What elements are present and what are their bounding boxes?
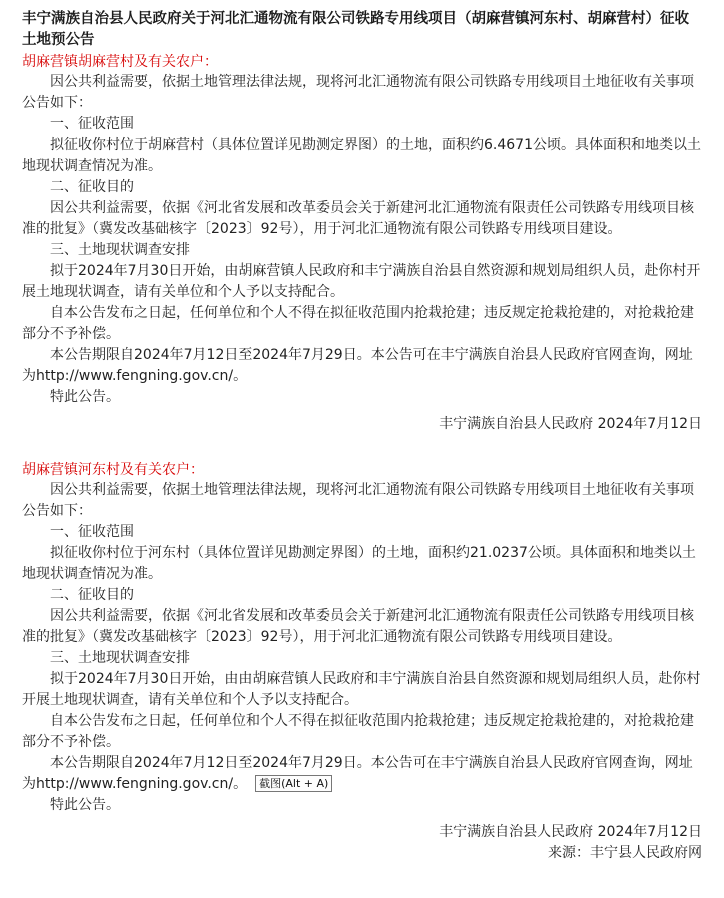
source-line: 来源：丰宁县人民政府网 [548,845,702,861]
screenshot-tooltip: 截图(Alt + A) [255,775,332,792]
signature: 丰宁满族自治县人民政府 2024年7月12日 [439,824,702,840]
notice-section-humaying [22,53,702,435]
section-heading: 胡麻营镇胡麻营村及有关农户： [22,54,218,70]
intro-paragraph: 因公共利益需要，依据土地管理法律法规，现将河北汇通物流有限公司铁路专用线项目土地征收有关事项公告如下： [22,482,694,519]
survey-title: 三、土地现状调查安排 [50,650,190,666]
period-text: 本公告期限自2024年7月12日至2024年7月29日。本公告可在丰宁满族自治县人民政府官网查询，网址为http://www.fengning.gov.cn/。 [22,755,693,792]
closing-text: 特此公告。 [50,389,120,405]
notice-paragraph: 自本公告发布之日起，任何单位和个人不得在拟征收范围内抢栽抢建；违反规定抢栽抢建的，对抢栽抢建部分不予补偿。 [22,305,694,342]
section-heading: 胡麻营镇河东村及有关农户： [22,462,204,478]
purpose-paragraph: 因公共利益需要，依据《河北省发展和改革委员会关于新建河北汇通物流有限责任公司铁路专用线项目核准的批复》（冀发改基础核字〔2023〕92号），用于河北汇通物流有限公司铁路专用线项目建设。 [22,200,694,237]
period-paragraph [22,753,702,795]
signature: 丰宁满族自治县人民政府 2024年7月12日 [439,416,702,432]
scope-title: 一、征收范围 [50,524,134,540]
purpose-title: 二、征收目的 [50,587,134,603]
scope-paragraph: 拟征收你村位于河东村（具体位置详见勘测定界图）的土地，面积约21.0237公顷。具体面积和地类以土地现状调查情况为准。 [22,545,696,582]
purpose-paragraph: 因公共利益需要，依据《河北省发展和改革委员会关于新建河北汇通物流有限责任公司铁路专用线项目核准的批复》（冀发改基础核字〔2023〕92号），用于河北汇通物流有限公司铁路专用线项目建设。 [22,608,694,645]
survey-title: 三、土地现状调查安排 [50,242,190,258]
survey-paragraph: 拟于2024年7月30日开始，由由胡麻营镇人民政府和丰宁满族自治县自然资源和规划局组织人员，赴你村开展土地现状调查，请有关单位和个人予以支持配合。 [22,671,701,708]
section-spacer [22,435,702,461]
page-title: 丰宁满族自治县人民政府关于河北汇通物流有限公司铁路专用线项目（胡麻营镇河东村、胡麻营村）征收土地预公告 [22,11,689,48]
survey-paragraph: 拟于2024年7月30日开始，由胡麻营镇人民政府和丰宁满族自治县自然资源和规划局组织人员，赴你村开展土地现状调查，请有关单位和个人予以支持配合。 [22,263,701,300]
scope-paragraph: 拟征收你村位于胡麻营村（具体位置详见勘测定界图）的土地，面积约6.4671公顷。具体面积和地类以土地现状调查情况为准。 [22,137,701,174]
purpose-title: 二、征收目的 [50,179,134,195]
notice-paragraph: 自本公告发布之日起，任何单位和个人不得在拟征收范围内抢栽抢建；违反规定抢栽抢建的，对抢栽抢建部分不予补偿。 [22,713,694,750]
scope-title: 一、征收范围 [50,116,134,132]
notice-document [22,9,702,864]
notice-section-hedong [22,461,702,864]
period-paragraph: 本公告期限自2024年7月12日至2024年7月29日。本公告可在丰宁满族自治县人民政府官网查询，网址为http://www.fengning.gov.cn/。 [22,347,693,384]
closing-text: 特此公告。 [50,797,120,813]
intro-paragraph: 因公共利益需要，依据土地管理法律法规，现将河北汇通物流有限公司铁路专用线项目土地征收有关事项公告如下： [22,74,694,111]
